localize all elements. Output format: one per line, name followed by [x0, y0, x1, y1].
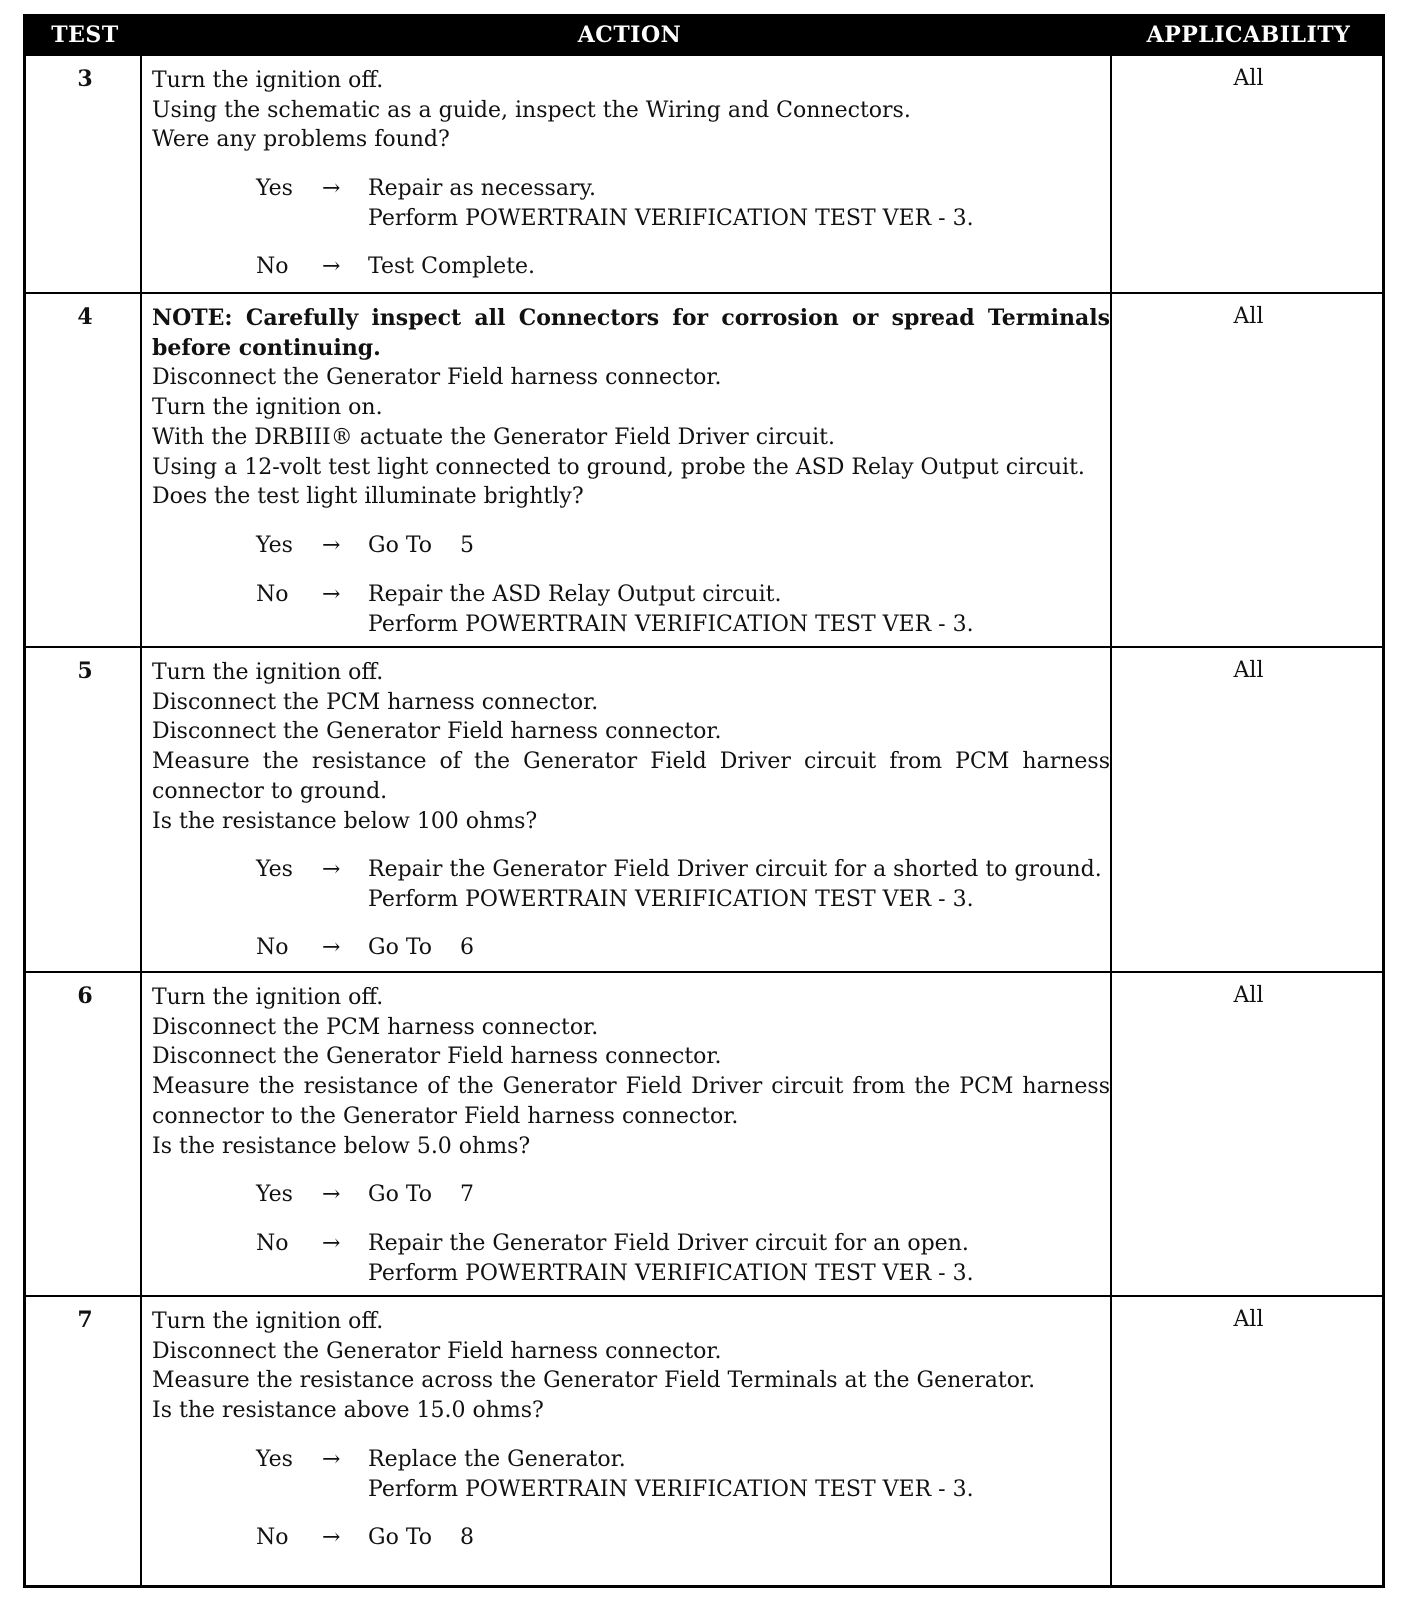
test-number: 3 [77, 66, 93, 92]
action-step: Turn the ignition off. [152, 660, 384, 685]
yes-result [152, 1180, 1110, 1210]
arrow-icon: → [322, 254, 341, 280]
arrow-icon: → [322, 532, 341, 558]
action-step: Is the resistance below 5.0 ohms? [152, 1133, 531, 1159]
applicability-value: All [1233, 66, 1264, 91]
yes-label: Yes [256, 176, 293, 202]
test-number: 6 [77, 983, 93, 1009]
result-text: Perform POWERTRAIN VERIFICATION TEST VER - 3. [368, 1260, 974, 1286]
yes-label: Yes [256, 1446, 293, 1472]
action-cell [152, 1307, 1110, 1553]
applicability-value: All [1233, 1307, 1264, 1332]
yes-label: Yes [256, 532, 293, 558]
result-text: Perform POWERTRAIN VERIFICATION TEST VER - 3. [368, 205, 974, 231]
action-step: Disconnect the PCM harness connector. [152, 1014, 599, 1040]
result-text: Repair the ASD Relay Output circuit. [368, 581, 782, 607]
applicability-value: All [1233, 658, 1264, 683]
no-result [152, 580, 1110, 639]
no-result [152, 933, 1110, 963]
test-row-6 [26, 971, 1382, 1295]
arrow-icon: → [322, 176, 341, 202]
test-row-4 [26, 292, 1382, 646]
header-action: ACTION [577, 22, 682, 48]
no-label: No [256, 935, 289, 961]
no-label: No [256, 1524, 289, 1550]
action-cell [152, 983, 1110, 1288]
result-text: Perform POWERTRAIN VERIFICATION TEST VER - 3. [368, 886, 974, 912]
action-step: Measure the resistance across the Generator Field Terminals at the Generator. [152, 1368, 1036, 1394]
action-note: NOTE: Carefully inspect all Connectors for corrosion or spread Terminals before continuing. [152, 305, 1110, 361]
yes-label: Yes [256, 857, 293, 883]
action-step: Using a 12-volt test light connected to ground, probe the ASD Relay Output circuit. [152, 454, 1085, 480]
action-step: Disconnect the PCM harness connector. [152, 689, 599, 715]
action-cell [152, 66, 1110, 282]
test-row-5 [26, 646, 1382, 971]
action-step: Is the resistance below 100 ohms? [152, 808, 538, 834]
arrow-icon: → [322, 1182, 341, 1208]
no-result [152, 1229, 1110, 1288]
action-step: Measure the resistance of the Generator Field Driver circuit from PCM harness connector to ground. [152, 749, 1110, 804]
action-step: Using the schematic as a guide, inspect the Wiring and Connectors. [152, 97, 911, 123]
yes-label: Yes [256, 1182, 293, 1208]
result-text: Test Complete. [368, 254, 536, 280]
no-label: No [256, 254, 289, 280]
arrow-icon: → [322, 1446, 341, 1472]
action-cell [152, 658, 1110, 963]
yes-result [152, 531, 1110, 561]
applicability-value: All [1233, 304, 1264, 329]
arrow-icon: → [322, 1524, 341, 1550]
no-result [152, 1523, 1110, 1553]
yes-result [152, 1445, 1110, 1504]
action-cell [152, 304, 1110, 639]
table-header [26, 17, 1382, 56]
result-text: Replace the Generator. [368, 1446, 626, 1472]
result-text: Repair as necessary. [368, 176, 596, 202]
result-text: Go To 6 [368, 935, 474, 961]
result-text: Repair the Generator Field Driver circuit for a shorted to ground. [368, 857, 1102, 883]
diagnostic-test-table [23, 14, 1385, 1588]
arrow-icon: → [322, 857, 341, 883]
result-text: Go To 7 [368, 1182, 474, 1208]
result-text: Go To 5 [368, 532, 474, 558]
applicability-value: All [1233, 983, 1264, 1008]
action-step: Does the test light illuminate brightly? [152, 484, 584, 510]
action-step: Disconnect the Generator Field harness connector. [152, 719, 722, 745]
header-applicability: APPLICABILITY [1146, 22, 1351, 48]
action-step: Turn the ignition off. [152, 985, 384, 1010]
action-step: With the DRBIII® actuate the Generator Field Driver circuit. [152, 424, 835, 450]
action-step: Disconnect the Generator Field harness connector. [152, 365, 722, 391]
action-step: Were any problems found? [152, 127, 450, 153]
test-number: 7 [77, 1307, 93, 1333]
result-text: Go To 8 [368, 1524, 474, 1550]
action-step: Disconnect the Generator Field harness connector. [152, 1338, 722, 1364]
test-row-7 [26, 1295, 1382, 1585]
action-step: Disconnect the Generator Field harness connector. [152, 1044, 722, 1070]
action-step: Measure the resistance of the Generator Field Driver circuit from the PCM harness connector to the Generator Field harness connector. [152, 1074, 1110, 1129]
result-text: Perform POWERTRAIN VERIFICATION TEST VER - 3. [368, 1476, 974, 1502]
arrow-icon: → [322, 1231, 341, 1257]
result-text: Perform POWERTRAIN VERIFICATION TEST VER - 3. [368, 611, 974, 637]
test-row-3 [26, 56, 1382, 292]
result-text: Repair the Generator Field Driver circuit for an open. [368, 1231, 969, 1257]
test-number: 4 [77, 304, 93, 330]
action-step: Turn the ignition off. [152, 68, 384, 93]
no-label: No [256, 1231, 289, 1257]
yes-result [152, 174, 1110, 233]
no-label: No [256, 581, 289, 607]
test-number: 5 [77, 658, 93, 684]
yes-result [152, 855, 1110, 914]
header-test: TEST [51, 22, 119, 48]
action-step: Turn the ignition off. [152, 1309, 384, 1334]
action-step: Is the resistance above 15.0 ohms? [152, 1398, 544, 1424]
arrow-icon: → [322, 581, 341, 607]
arrow-icon: → [322, 935, 341, 961]
action-step: Turn the ignition on. [152, 395, 383, 421]
no-result [152, 252, 1110, 282]
